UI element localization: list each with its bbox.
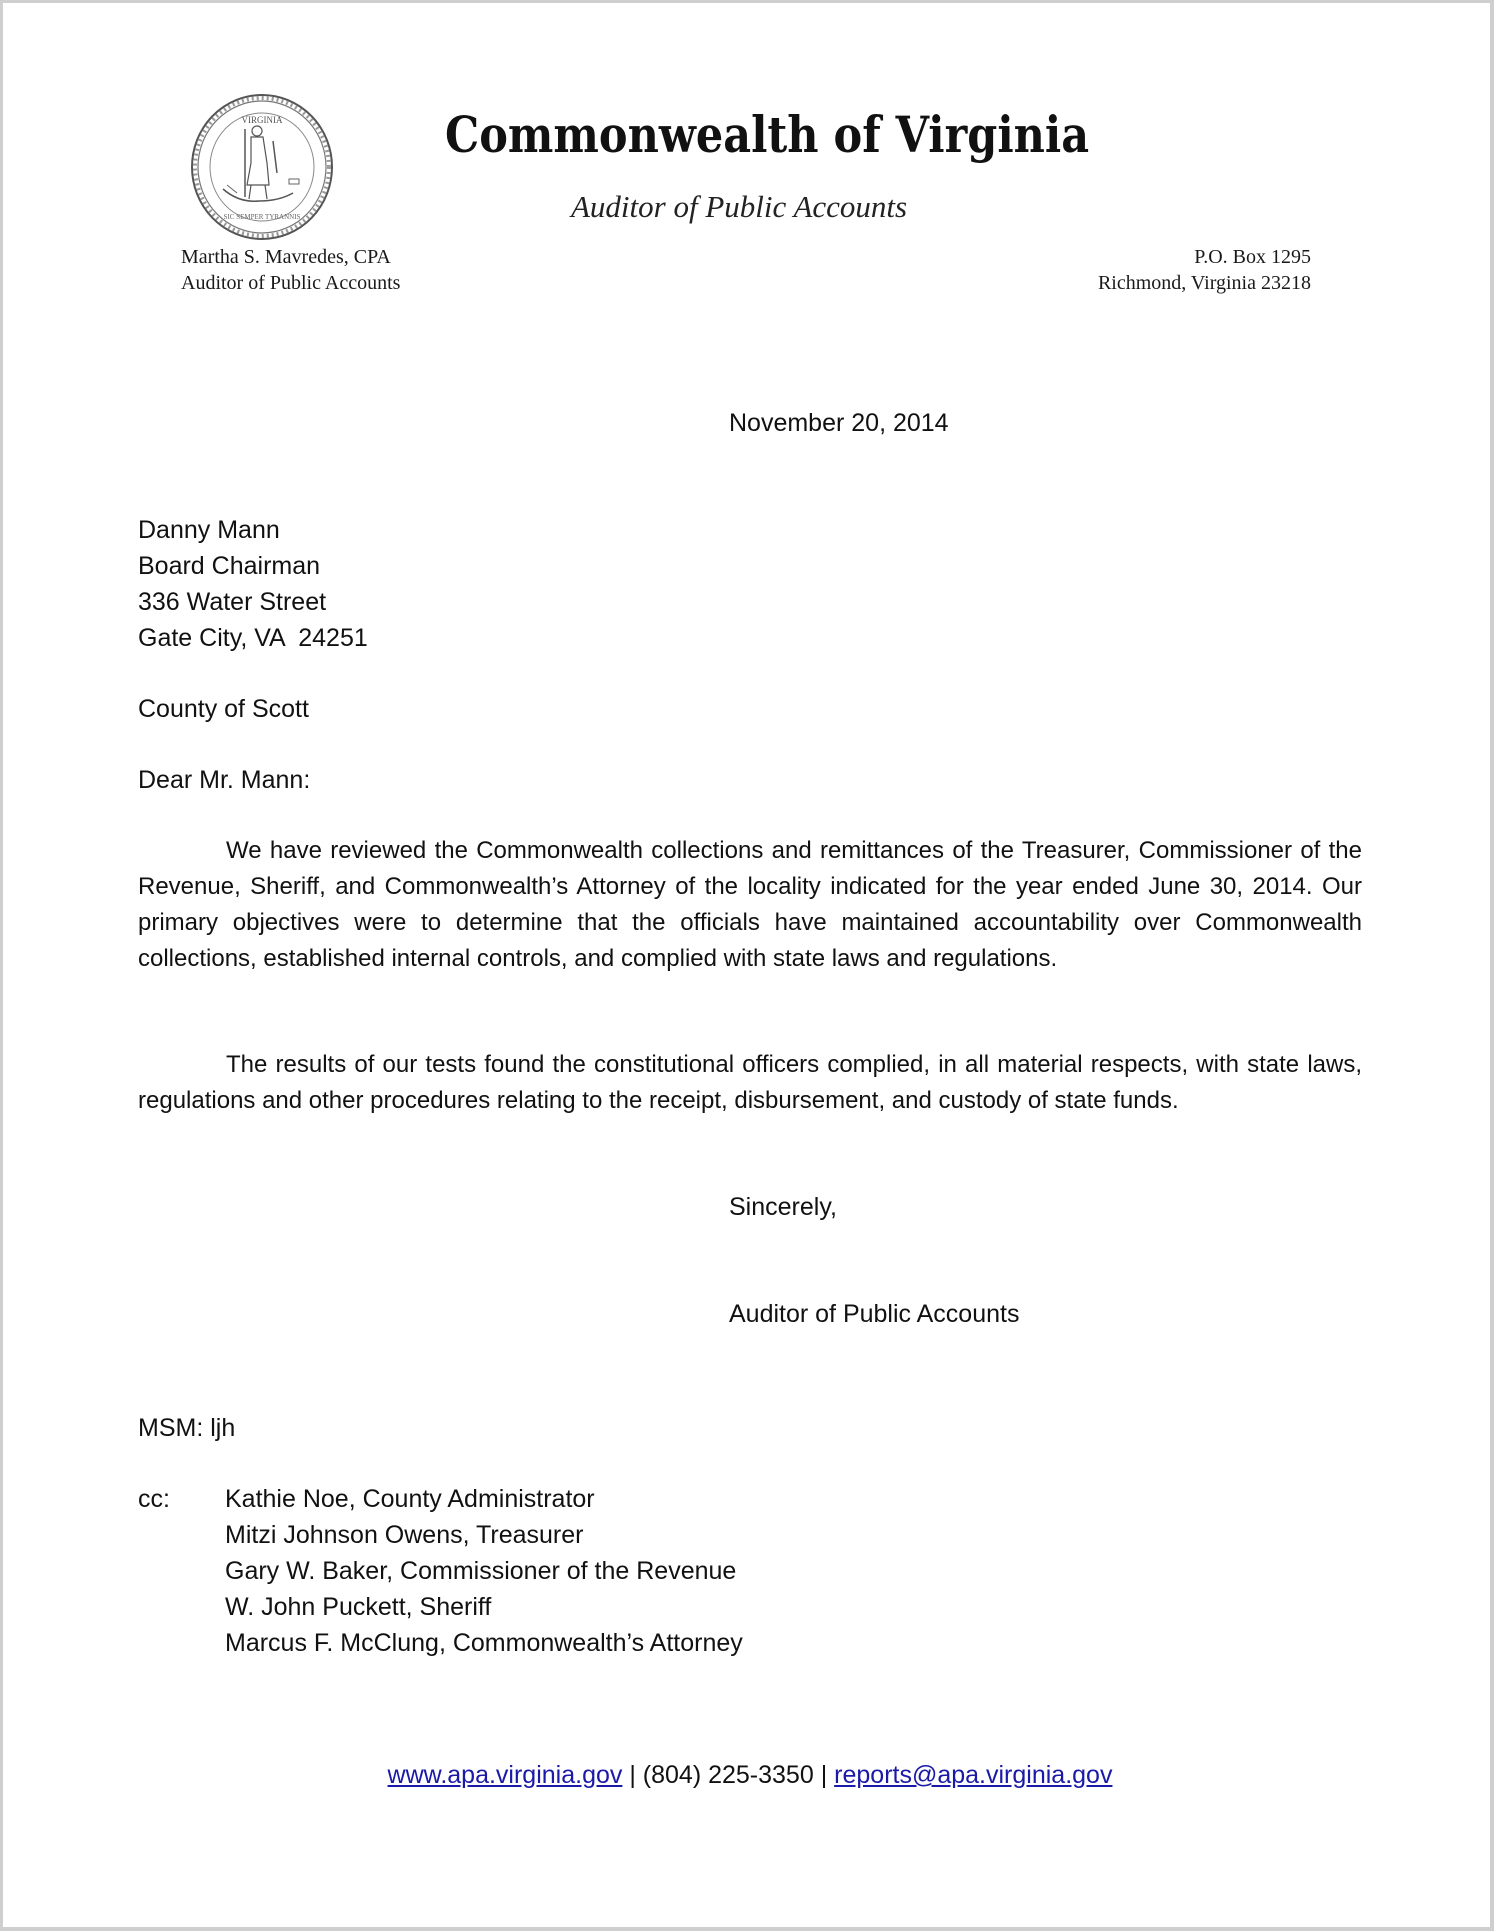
office-address-line1: P.O. Box 1295 [1194,246,1311,268]
office-address [1098,244,1311,296]
body-paragraph-text: We have reviewed the Commonwealth collections and remittances of the Treasurer, Commissioner of the Revenue, Sheriff, and Commonwealth’s Attorney of the locality indicated for the year ended June 30, 2014. Our primary objectives were to determine that the officials have maintained accountability over Commonwealth collections, established internal controls, and complied with state laws and regulations. [138,837,1362,972]
letterhead-subtitle: Auditor of Public Accounts [571,189,908,224]
footer-contact [3,1757,1494,1793]
locality: County of Scott [138,695,309,723]
cc-item: Mitzi Johnson Owens, Treasurer [225,1521,584,1549]
cc-item: Marcus F. McClung, Commonwealth’s Attorney [225,1629,743,1657]
closing: Sincerely, [729,1193,837,1221]
body-paragraph [138,1047,1362,1119]
cc-item: W. John Puckett, Sheriff [225,1593,492,1621]
recipient-address [138,512,368,656]
website-link[interactable]: www.apa.virginia.gov [387,1761,623,1789]
recipient-street: 336 Water Street [138,588,327,616]
recipient-city: Gate City, VA 24251 [138,624,368,652]
cc-label: cc: [138,1485,170,1513]
auditor-name: Martha S. Mavredes, CPA [181,246,391,268]
letterhead-title: Commonwealth of Virginia [445,105,1090,164]
body-paragraph [138,833,1362,977]
svg-text:SIC SEMPER TYRANNIS: SIC SEMPER TYRANNIS [223,213,301,221]
reference-initials: MSM: ljh [138,1414,236,1442]
auditor-info [181,244,400,296]
cc-item: Kathie Noe, County Administrator [225,1485,595,1513]
body-paragraph-text: The results of our tests found the constitutional officers complied, in all material respects, with state laws, regulations and other procedures relating to the receipt, disbursement, and custody of state funds. [138,1051,1362,1114]
email-link[interactable]: reports@apa.virginia.gov [834,1761,1113,1789]
letter-date: November 20, 2014 [729,409,949,437]
signer: Auditor of Public Accounts [729,1300,1020,1328]
recipient-title: Board Chairman [138,552,321,580]
footer-separator: | [629,1761,636,1789]
footer-separator: | [820,1761,828,1789]
cc-list [225,1481,743,1661]
recipient-name: Danny Mann [138,516,280,544]
auditor-role: Auditor of Public Accounts [181,272,401,294]
svg-text:VIRGINIA: VIRGINIA [241,115,283,125]
phone-number: (804) 225-3350 [642,1761,814,1789]
salutation: Dear Mr. Mann: [138,766,311,794]
office-address-line2: Richmond, Virginia 23218 [1097,272,1311,294]
cc-item: Gary W. Baker, Commissioner of the Revenue [225,1557,737,1585]
